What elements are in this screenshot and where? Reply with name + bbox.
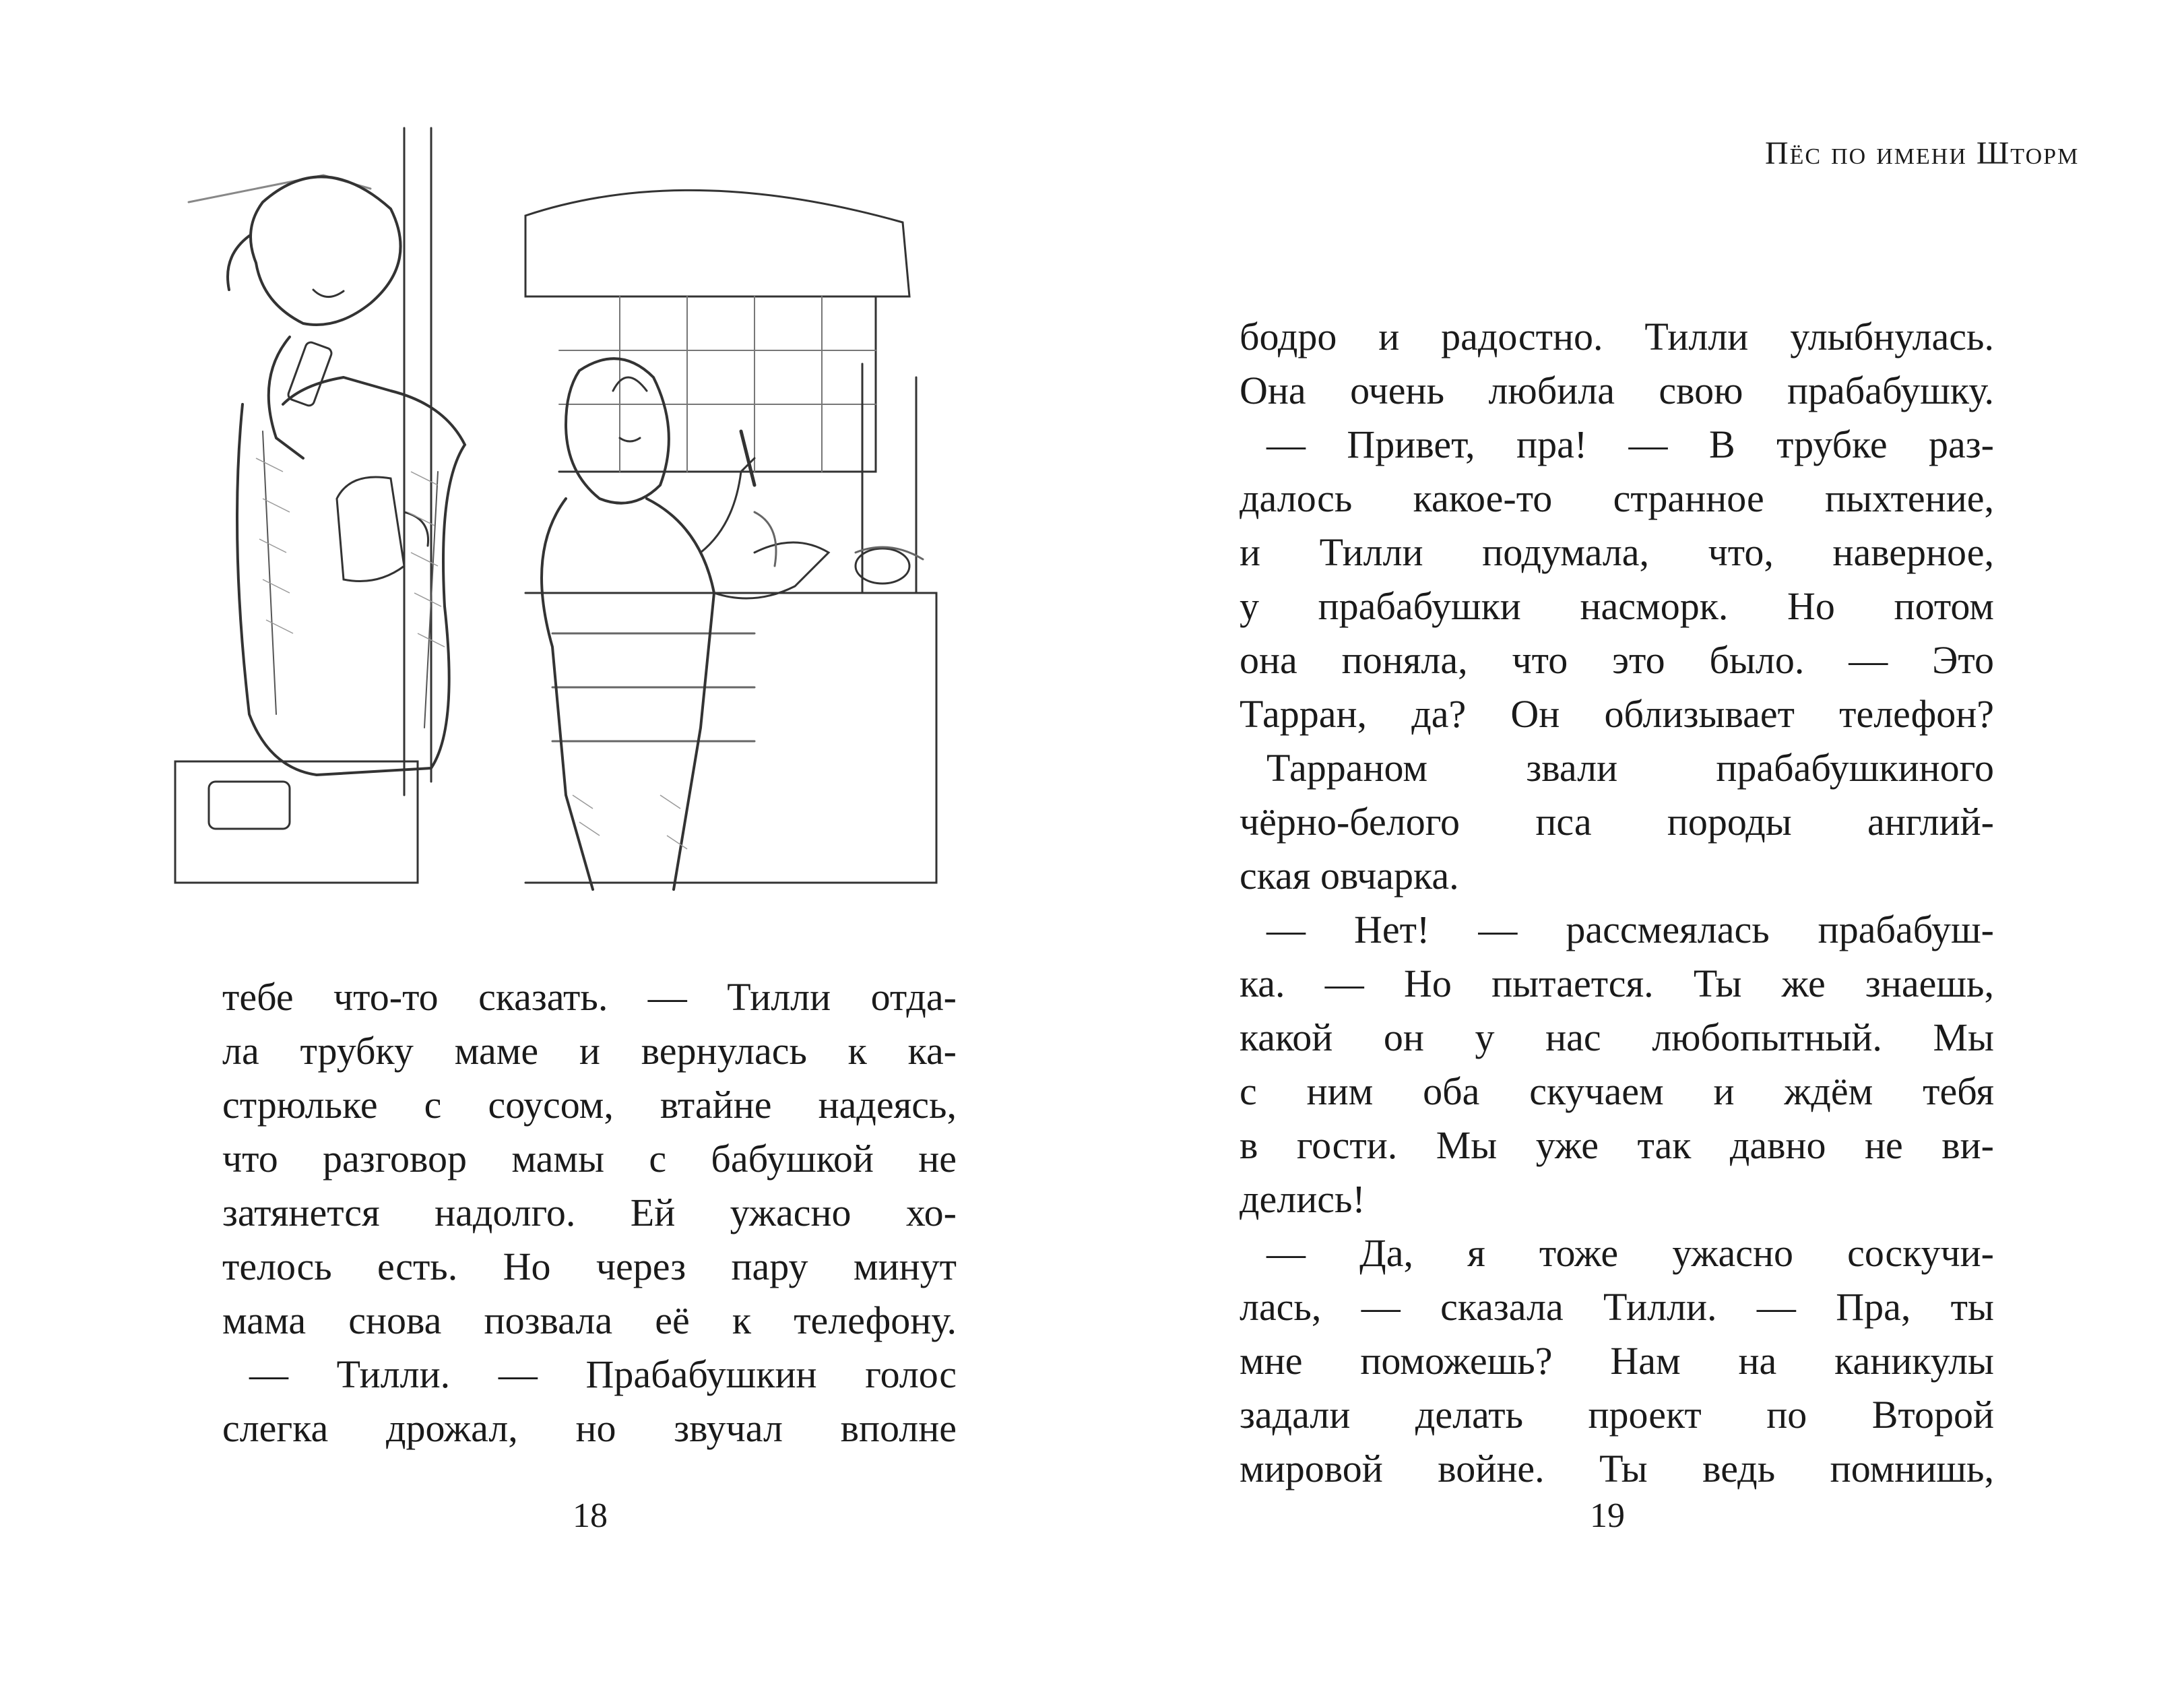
text-line: что разговор мамы с бабушкой не [222,1137,957,1181]
text-line: — Да, я тоже ужасно соскучи- [1266,1231,1994,1275]
text-line: слегка дрожал, но звучал вполне [222,1406,957,1450]
running-head: Пёс по имени Шторм [1765,135,2080,171]
text-line: бодро и радостно. Тилли улыбнулась. [1240,315,1994,358]
kitchen-illustration [148,121,963,916]
pencil-sketch-image [148,121,963,916]
text-line: чёрно-белого пса породы англий- [1240,800,1994,844]
text-line: задали делать проект по Второй [1240,1393,1994,1437]
text-line: в гости. Мы уже так давно не ви- [1240,1123,1994,1167]
text-line: Тарраном звали прабабушкиного [1266,746,1994,790]
page-number-right: 19 [1590,1497,1625,1535]
text-line: и Тилли подумала, что, наверное, [1240,530,1994,574]
right-page [1091,0,2184,1696]
text-line: далось какое-то странное пыхтение, [1240,476,1994,520]
text-line: делись! [1240,1177,1366,1221]
text-line: стрюльке с соусом, втайне надеясь, [222,1083,957,1127]
text-line: — Тилли. — Прабабушкин голос [249,1352,957,1396]
text-line: мировой войне. Ты ведь помнишь, [1240,1447,1994,1490]
text-line: — Нет! — рассмеялась прабабуш- [1266,908,1994,951]
text-line: телось есть. Но через пару минут [222,1245,957,1288]
right-page-text [1240,310,1994,1496]
text-line: затянется надолго. Ей ужасно хо- [222,1191,957,1234]
text-line: лась, — сказала Тилли. — Пра, ты [1240,1285,1994,1329]
text-line: — Привет, пра! — В трубке раз- [1266,422,1994,466]
text-line: ка. — Но пытается. Ты же знаешь, [1240,962,1994,1005]
text-line: тебе что-то сказать. — Тилли отда- [222,975,957,1019]
page-number-left: 18 [573,1497,608,1535]
text-line: мама снова позвала её к телефону. [222,1298,957,1342]
left-page-text [222,970,957,1455]
text-line: ская овчарка. [1240,854,1459,898]
text-line: Она очень любила свою прабабушку. [1240,369,1994,412]
text-line: она поняла, что это было. — Это [1240,638,1994,682]
text-line: у прабабушки насморк. Но потом [1240,584,1994,628]
text-line: с ним оба скучаем и ждём тебя [1240,1069,1994,1113]
text-line: Тарран, да? Он облизывает телефон? [1240,692,1994,736]
text-line: мне поможешь? Нам на каникулы [1240,1339,1994,1383]
left-page [0,0,1091,1696]
text-line: ла трубку маме и вернулась к ка- [222,1029,957,1073]
text-line: какой он у нас любопытный. Мы [1240,1015,1994,1059]
